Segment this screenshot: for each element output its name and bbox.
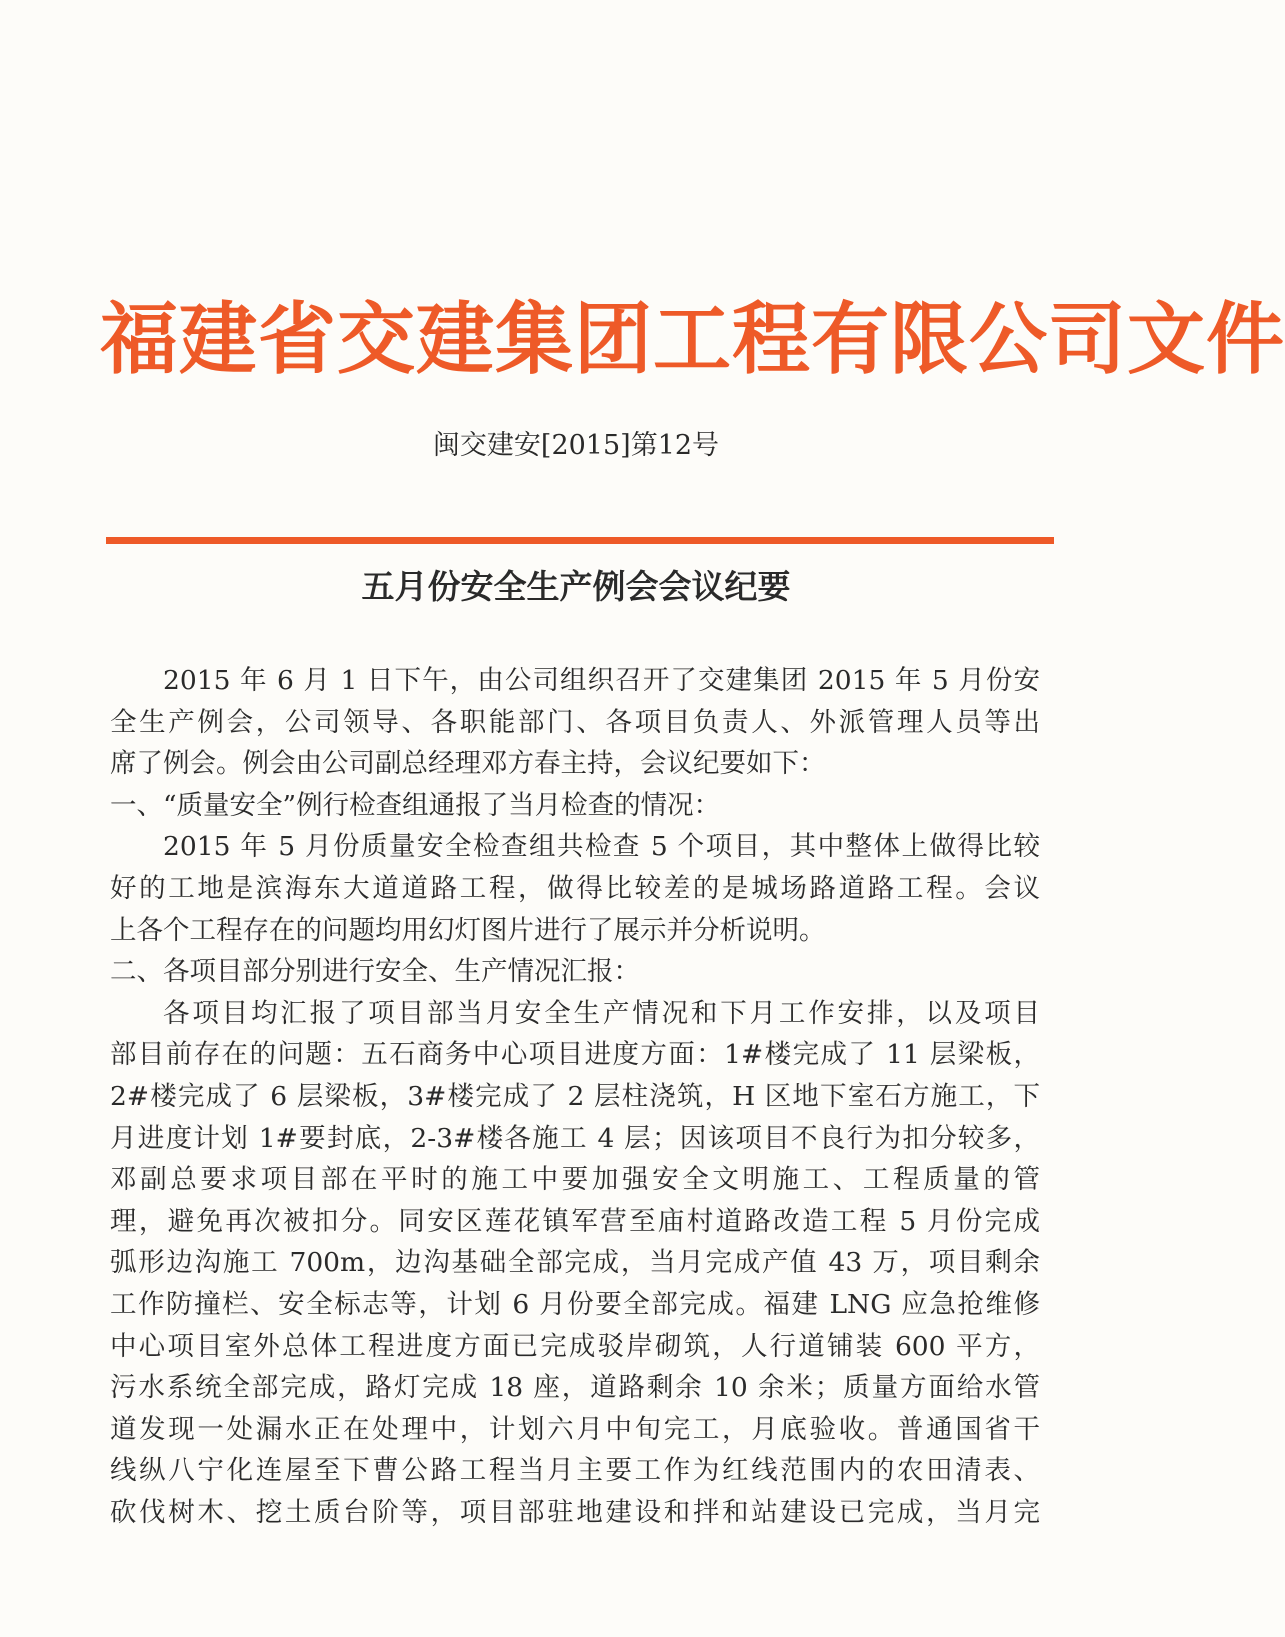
body-line: 2015 年 5 月份质量安全检查组共检查 5 个项目，其中整体上做得比较 bbox=[163, 831, 1040, 863]
body-line: 全生产例会，公司领导、各职能部门、各项目负责人、外派管理人员等出 bbox=[110, 706, 1040, 738]
body-line: 各项目均汇报了项目部当月安全生产情况和下月工作安排，以及项目 bbox=[163, 997, 1040, 1029]
body-line: 2015 年 6 月 1 日下午，由公司组织召开了交建集团 2015 年 5 月份安 bbox=[163, 665, 1040, 696]
body-line: 工作防撞栏、安全标志等，计划 6 月份要全部完成。福建 LNG 应急抢维修 bbox=[110, 1288, 1040, 1320]
document-masthead: 福建省交建集团工程有限公司文件 bbox=[100, 294, 1285, 385]
body-line: 部目前存在的问题：五石商务中心项目进度方面：1#楼完成了 11 层梁板， bbox=[110, 1039, 1040, 1071]
body-line: 砍伐树木、挖土质台阶等，项目部驻地建设和拌和站建设已完成，当月完 bbox=[110, 1496, 1040, 1528]
document-number: 闽交建安[2015]第12号 bbox=[432, 430, 720, 461]
body-line: 2#楼完成了 6 层梁板，3#楼完成了 2 层柱浇筑，H 区地下室石方施工，下 bbox=[110, 1080, 1040, 1112]
body-line: 月进度计划 1#要封底，2-3#楼各施工 4 层；因该项目不良行为扣分较多， bbox=[110, 1122, 1040, 1154]
body-line: 邓副总要求项目部在平时的施工中要加强安全文明施工、工程质量的管 bbox=[110, 1164, 1040, 1196]
section-heading: 二、各项目部分别进行安全、生产情况汇报： bbox=[110, 956, 640, 988]
body-line: 好的工地是滨海东大道道路工程，做得比较差的是城场路道路工程。会议 bbox=[110, 872, 1040, 904]
document-body bbox=[110, 660, 1040, 1533]
red-divider-rule bbox=[106, 537, 1054, 544]
body-line: 污水系统全部完成，路灯完成 18 座，道路剩余 10 余米；质量方面给水管 bbox=[110, 1372, 1040, 1404]
section-heading: 一、“质量安全”例行检查组通报了当月检查的情况： bbox=[110, 789, 721, 821]
body-line: 上各个工程存在的问题均用幻灯图片进行了展示并分析说明。 bbox=[110, 914, 826, 946]
document-title: 五月份安全生产例会会议纪要 bbox=[361, 567, 791, 606]
body-line: 弧形边沟施工 700m，边沟基础全部完成，当月完成产值 43 万，项目剩余 bbox=[110, 1247, 1040, 1279]
body-line: 线纵八宁化连屋至下曹公路工程当月主要工作为红线范围内的农田清表、 bbox=[110, 1455, 1040, 1487]
body-line: 中心项目室外总体工程进度方面已完成驳岸砌筑，人行道铺装 600 平方， bbox=[110, 1330, 1040, 1362]
body-line: 席了例会。例会由公司副总经理邓方春主持，会议纪要如下： bbox=[110, 748, 826, 780]
body-line: 理，避免再次被扣分。同安区莲花镇军营至庙村道路改造工程 5 月份完成 bbox=[110, 1205, 1040, 1237]
body-line: 道发现一处漏水正在处理中，计划六月中旬完工，月底验收。普通国省干 bbox=[110, 1413, 1040, 1445]
